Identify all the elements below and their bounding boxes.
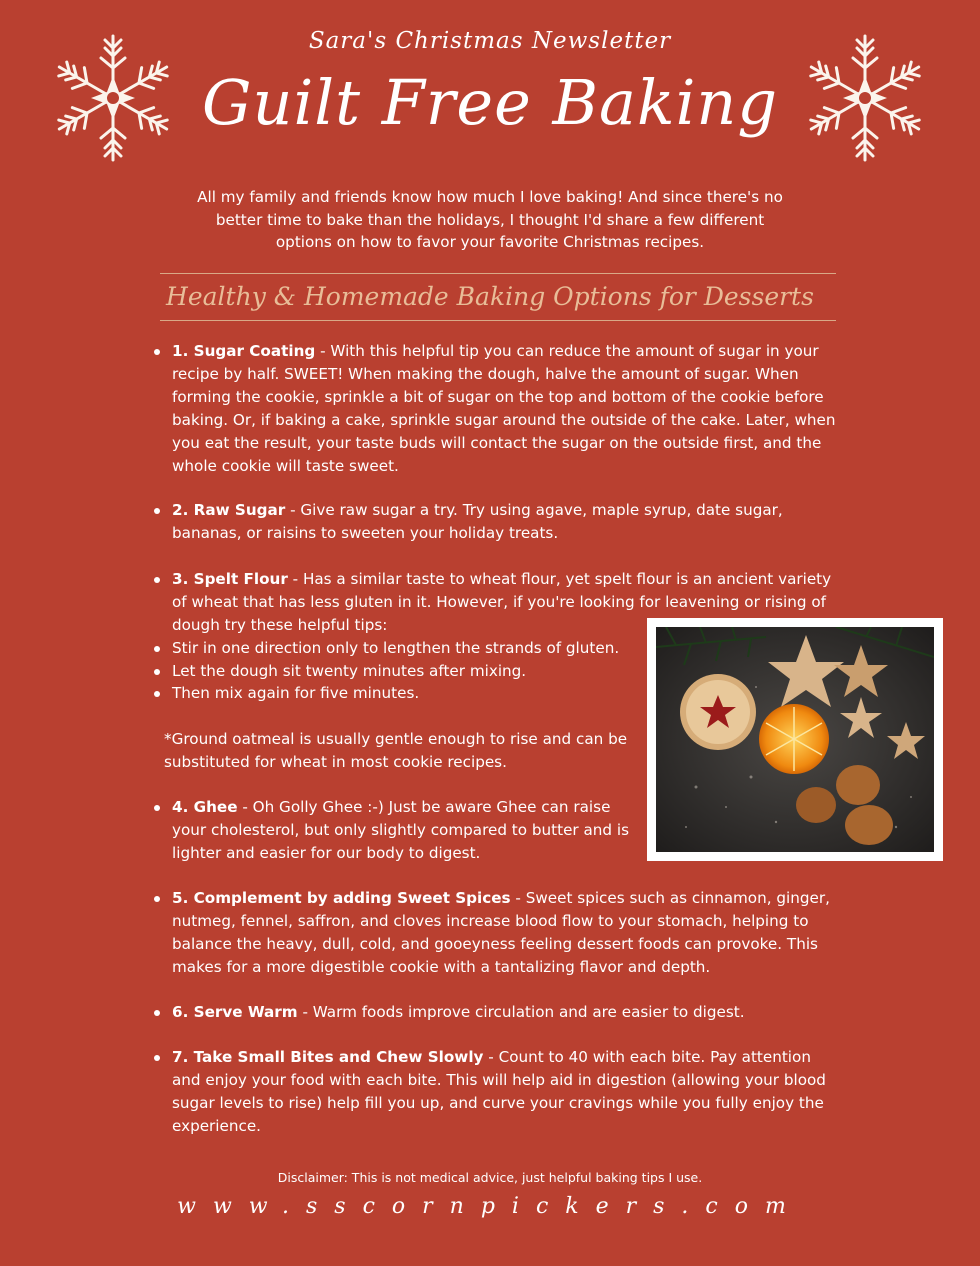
tip-text: - Count to 40 with each bite. Pay attention and enjoy your food with each bite. This will help aid in digestion (allowing your blood sugar levels to rise) help fill you up, and curve your cravings while you fully enjoy the experience.: [172, 1048, 826, 1135]
tip-title: 1. Sugar Coating: [172, 342, 316, 360]
tip-text: - Give raw sugar a try. Try using agave, maple syrup, date sugar, bananas, or raisins to sweeten your holiday treats.: [172, 501, 783, 542]
list-item: Stir in one direction only to lengthen the strands of gluten.: [172, 637, 642, 660]
cookie-image: [656, 627, 934, 852]
tip-text: - Sweet spices such as cinnamon, ginger, nutmeg, fennel, saffron, and cloves increase blood flow to your stomach, helping to balance the heavy, dull, cold, and gooeyness feeling dessert foods can provoke. This makes for a more digestible cookie with a tantalizing flavor and depth.: [172, 889, 830, 976]
intro-text: All my family and friends know how much I love baking! And since there's no better time to bake than the holidays, I thought I'd share a few different options on how to favor your favorite Christmas recipes.: [197, 188, 783, 251]
tip-text: - Oh Golly Ghee :-) Just be aware Ghee can raise your cholesterol, but only slightly compared to butter and is lighter and easier for our body to digest.: [172, 798, 630, 862]
oatmeal-note: *Ground oatmeal is usually gentle enough to rise and can be substituted for wheat in most cookie recipes.: [164, 730, 628, 771]
list-item: Let the dough sit twenty minutes after mixing.: [172, 660, 642, 683]
divider: [160, 273, 836, 274]
tip-title: 5. Complement by adding Sweet Spices: [172, 889, 511, 907]
tip-title: 6. Serve Warm: [172, 1003, 298, 1021]
tip-title: 7. Take Small Bites and Chew Slowly: [172, 1048, 484, 1066]
tip-text: - Has a similar taste to wheat flour, yet spelt flour is an ancient variety of wheat that has less gluten in it. However, if you're looking for leavening or rising of dough try these helpful tips:: [172, 570, 832, 634]
newsletter-label: Sara's Christmas Newsletter: [308, 28, 672, 54]
tip-title: 3. Spelt Flour: [172, 570, 288, 588]
divider: [160, 320, 836, 321]
section-subtitle: Healthy & Homemade Baking Options for Desserts: [166, 282, 814, 311]
tip-text: - Warm foods improve circulation and are easier to digest.: [297, 1003, 745, 1021]
list-item: [172, 340, 840, 478]
tip-text: - With this helpful tip you can reduce the amount of sugar in your recipe by half. SWEET! When making the dough, halve the amount of sugar. When forming the cookie, sprinkle a bit of sugar on the top and bottom of the cookie before baking. Or, if baking a cake, sprinkle sugar around the outside of the cake. Later, when you eat the result, your taste buds will contact the sugar on the outside first, and the whole cookie will taste sweet.: [172, 342, 836, 475]
disclaimer: Disclaimer: This is not medical advice, just helpful baking tips I use.: [277, 1170, 703, 1185]
website-link[interactable]: www.sscornpickers.com: [177, 1194, 803, 1219]
list-item: [172, 1046, 840, 1138]
tip-title: 2. Raw Sugar: [172, 501, 286, 519]
list-item: [172, 499, 812, 545]
list-item: [172, 796, 642, 865]
list-item: Then mix again for five minutes.: [172, 682, 642, 705]
list-item: [172, 887, 840, 979]
page-title: Guilt Free Baking: [201, 66, 779, 139]
tip-title: 4. Ghee: [172, 798, 238, 816]
cookie-photo: [647, 618, 943, 861]
list-item: [172, 1001, 840, 1024]
